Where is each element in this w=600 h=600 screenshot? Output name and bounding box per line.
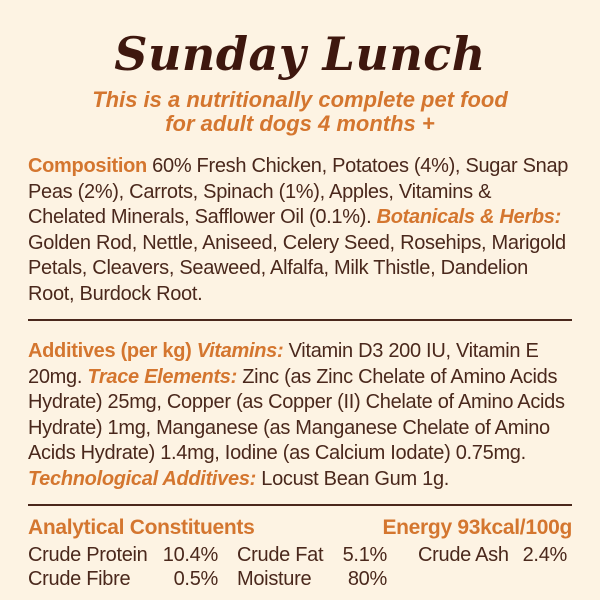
vitamins-heading: Vitamins: bbox=[196, 340, 289, 362]
constituent-label: Crude Fat bbox=[237, 544, 324, 566]
constituent-value: 2.4% bbox=[522, 544, 567, 566]
constituent-value: 0.5% bbox=[173, 568, 218, 590]
constituent-label: Crude Ash bbox=[418, 544, 509, 566]
composition-text: 60% Fresh Chicken, Potatoes (4%), Sugar Snap Peas (2%), Carrots, Spinach (1%), Apples, Vitamins & Chelated Minerals, Safflower Oil (0.1%). bbox=[28, 155, 569, 228]
technological-additives-heading: Technological Additives: bbox=[28, 467, 262, 490]
section-divider bbox=[28, 319, 572, 321]
trace-elements-text: Zinc (as Zinc Chelate of Amino Acids Hydrate) 25mg, Copper (as Copper (II) Chelate of Amino Acids Hydrate) 1mg, Manganese (as Manganese Chelate of Amino Acids Hydrate) 1.4mg, Iodine (as Calcium Iodate) 0.75mg. bbox=[28, 365, 565, 464]
analytical-header bbox=[28, 516, 572, 540]
table-row bbox=[28, 543, 572, 567]
constituent-label: Crude Fibre bbox=[28, 568, 131, 590]
constituent-label: Crude Protein bbox=[28, 544, 148, 566]
composition-heading: Composition bbox=[28, 155, 153, 177]
vitamins-text: Vitamin D3 200 IU, Vitamin E 20mg. bbox=[28, 340, 539, 388]
energy-value: Energy 93kcal/100g bbox=[382, 516, 572, 539]
table-row bbox=[28, 567, 572, 591]
trace-elements-heading: Trace Elements: bbox=[87, 365, 243, 388]
nutrition-statement-line-1: This is a nutritionally complete pet food bbox=[92, 87, 508, 112]
analytical-cell bbox=[418, 543, 567, 567]
constituent-value: 10.4% bbox=[162, 544, 218, 566]
analytical-cell bbox=[418, 567, 567, 591]
analytical-cell bbox=[28, 567, 218, 591]
analytical-constituents-heading: Analytical Constituents bbox=[28, 516, 255, 539]
additives-section bbox=[28, 339, 572, 492]
analytical-cell bbox=[28, 543, 218, 567]
analytical-table bbox=[28, 543, 572, 591]
technological-additives-text: Locust Bean Gum 1g. bbox=[261, 467, 450, 490]
constituent-label: Moisture bbox=[237, 568, 312, 590]
analytical-cell bbox=[237, 543, 387, 567]
product-title: Sunday Lunch bbox=[114, 27, 486, 81]
additives-heading: Additives (per kg) bbox=[28, 340, 197, 362]
nutrition-statement-line-2: for adult dogs 4 months + bbox=[165, 111, 435, 136]
analytical-cell bbox=[237, 567, 387, 591]
botanicals-text: Golden Rod, Nettle, Aniseed, Celery Seed, Rosehips, Marigold Petals, Cleavers, Seaweed, Alfalfa, Milk Thistle, Dandelion Root, Burdock Root. bbox=[28, 231, 566, 305]
constituent-value: 80% bbox=[347, 568, 387, 590]
constituent-value: 5.1% bbox=[342, 544, 387, 566]
section-divider bbox=[28, 504, 572, 506]
botanicals-heading: Botanicals & Herbs: bbox=[376, 206, 561, 228]
nutrition-statement bbox=[28, 88, 572, 136]
composition-section bbox=[28, 154, 572, 307]
